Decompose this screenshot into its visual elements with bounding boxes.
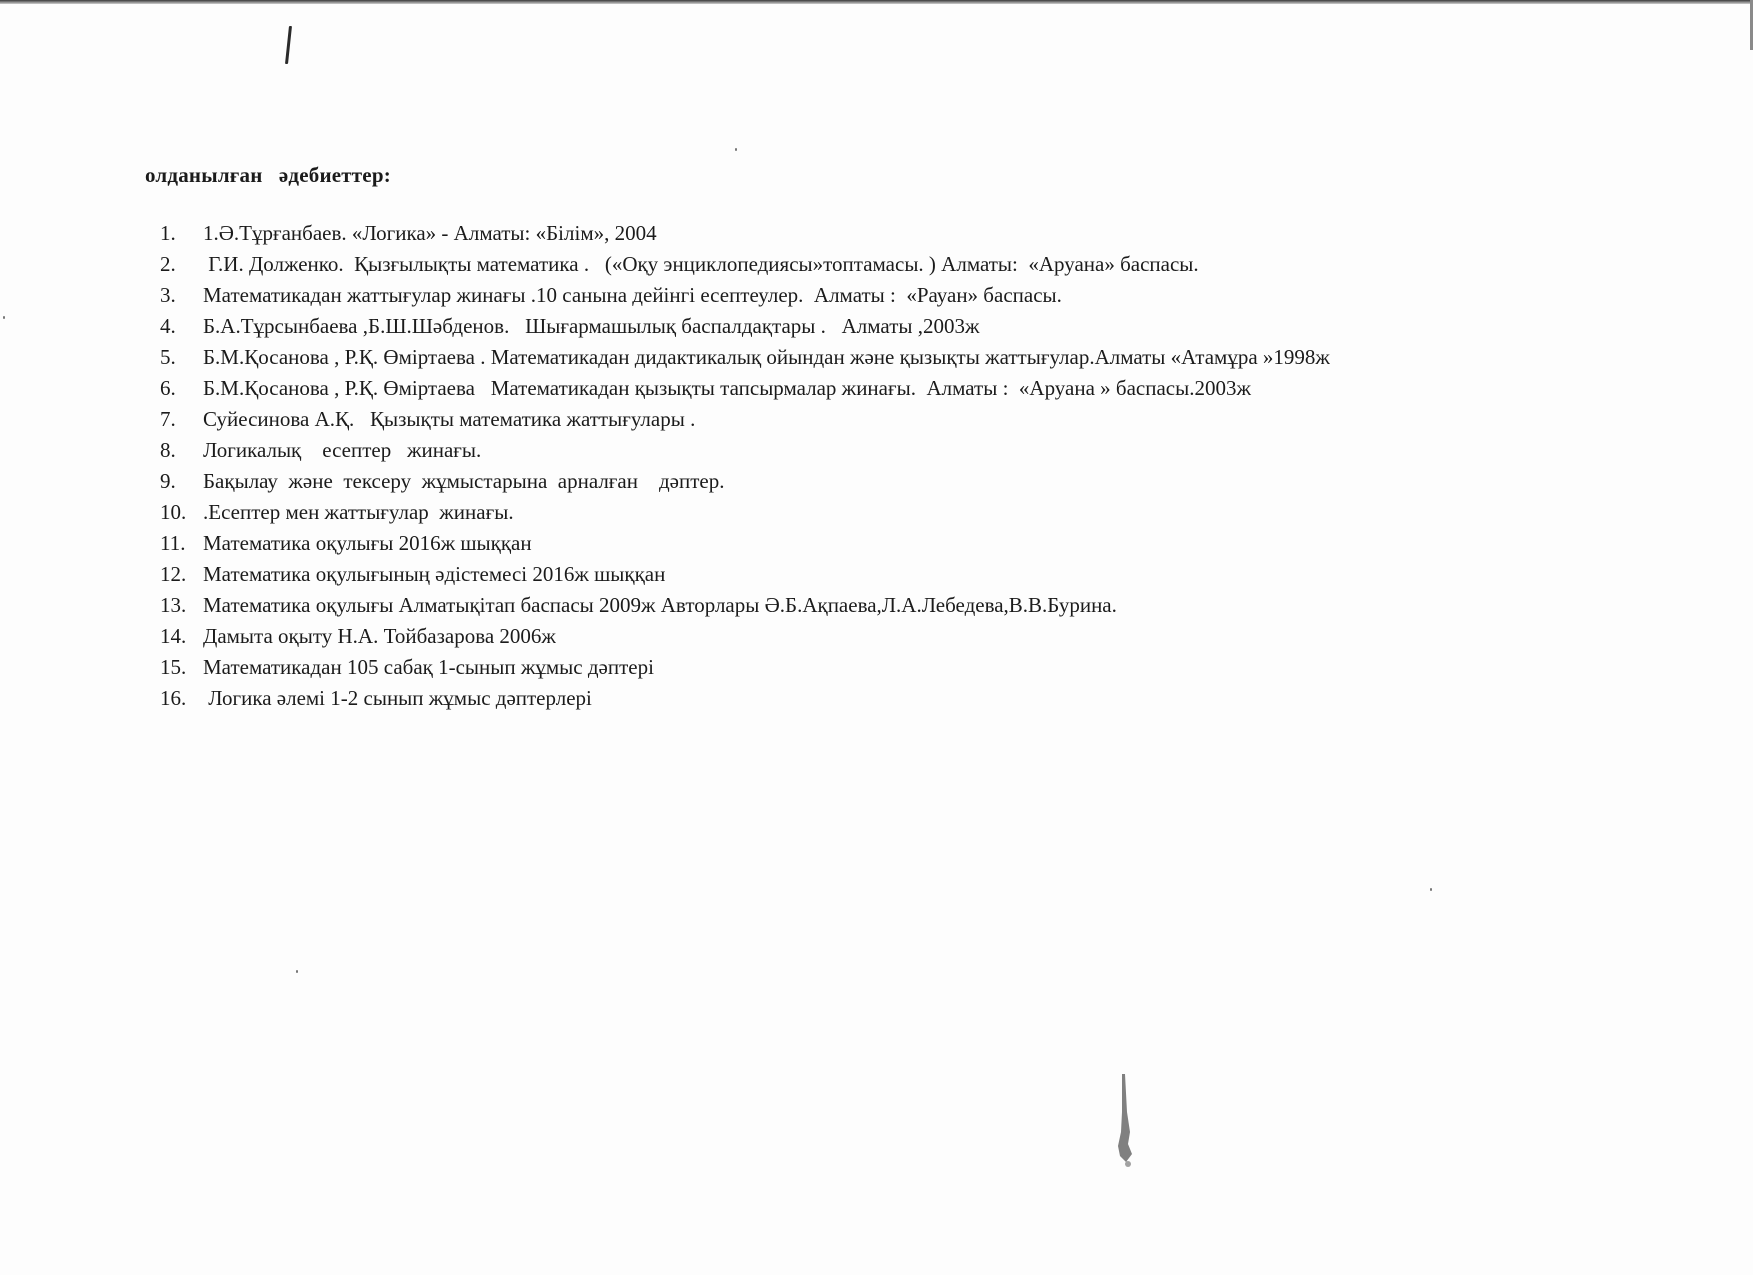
scan-speck: [1430, 888, 1432, 891]
scan-top-edge: [0, 0, 1753, 4]
list-item-text: Бақылау және тексеру жұмыстарына арналған дәптер.: [203, 469, 725, 493]
list-item-text: Логика әлемі 1-2 сынып жұмыс дәптерлері: [203, 686, 592, 710]
list-item: [160, 435, 1330, 466]
list-item: [160, 683, 1330, 714]
list-item-text: Б.М.Қосанова , Р.Қ. Өміртаева Математикадан қызықты тапсырмалар жинағы. Алматы : «Аруана » баспасы.2003ж: [203, 376, 1251, 400]
list-item: [160, 652, 1330, 683]
pen-mark: [285, 26, 292, 64]
list-item-number: 1.: [160, 221, 176, 245]
list-item: [160, 590, 1330, 621]
list-item: [160, 280, 1330, 311]
list-item: [160, 621, 1330, 652]
page-heading: олданылған әдебиеттер:: [145, 163, 391, 187]
list-item-text: Суйесинова А.Қ. Қызықты математика жаттығулары .: [203, 407, 696, 431]
list-item-number: 16.: [160, 686, 187, 710]
list-item: [160, 497, 1330, 528]
list-item-number: 3.: [160, 283, 176, 307]
list-item-number: 13.: [160, 593, 187, 617]
list-item-number: 5.: [160, 345, 176, 369]
list-item-text: Математика оқулығы Алматықітап баспасы 2009ж Авторлары Ә.Б.Ақпаева,Л.А.Лебедева,В.В.Бурина.: [203, 593, 1117, 617]
list-item-number: 4.: [160, 314, 176, 338]
list-item-text: Дамыта оқыту Н.А. Тойбазарова 2006ж: [203, 624, 556, 648]
list-item: [160, 342, 1330, 373]
list-item-text: Г.И. Долженко. Қызғылықты математика . («Оқу энциклопедиясы»топтамасы. ) Алматы: «Аруана» баспасы.: [203, 252, 1199, 276]
list-item-text: Б.А.Тұрсынбаева ,Б.Ш.Шәбденов. Шығармашылық баспалдақтары . Алматы ,2003ж: [203, 314, 980, 338]
scan-speck: [296, 970, 298, 973]
scan-speck: [3, 316, 5, 319]
list-item-number: 2.: [160, 252, 176, 276]
list-item-number: 14.: [160, 624, 187, 648]
list-item-text: Логикалық есептер жинағы.: [203, 438, 482, 462]
list-item-text: Математикадан 105 сабақ 1-сынып жұмыс дәптері: [203, 655, 654, 679]
list-item-text: .Есептер мен жаттығулар жинағы.: [203, 500, 514, 524]
list-item-number: 11.: [160, 531, 186, 555]
list-item-text: Математикадан жаттығулар жинағы .10 санына дейінгі есептеулер. Алматы : «Рауан» баспасы.: [203, 283, 1062, 307]
list-item-text: 1.Ә.Тұрғанбаев. «Логика» - Алматы: «Білім», 2004: [203, 221, 657, 245]
list-item: [160, 528, 1330, 559]
list-item-text: Б.М.Қосанова , Р.Қ. Өміртаева . Математикадан дидактикалық ойындан және қызықты жаттығулар.Алматы «Атамұра »1998ж: [203, 345, 1330, 369]
reference-list: [160, 218, 1330, 714]
ink-smudge: [1106, 1072, 1142, 1172]
list-item-number: 12.: [160, 562, 187, 586]
scan-speck: [735, 148, 737, 151]
list-item: [160, 404, 1330, 435]
list-item-number: 7.: [160, 407, 176, 431]
list-item-text: Математика оқулығының әдістемесі 2016ж шыққан: [203, 562, 666, 586]
list-item-number: 8.: [160, 438, 176, 462]
list-item: [160, 466, 1330, 497]
list-item-number: 10.: [160, 500, 187, 524]
list-item-number: 15.: [160, 655, 187, 679]
list-item: [160, 311, 1330, 342]
list-item-number: 6.: [160, 376, 176, 400]
list-item: [160, 373, 1330, 404]
list-item-text: Математика оқулығы 2016ж шыққан: [203, 531, 532, 555]
list-item: [160, 249, 1330, 280]
list-item: [160, 218, 1330, 249]
list-item: [160, 559, 1330, 590]
list-item-number: 9.: [160, 469, 176, 493]
